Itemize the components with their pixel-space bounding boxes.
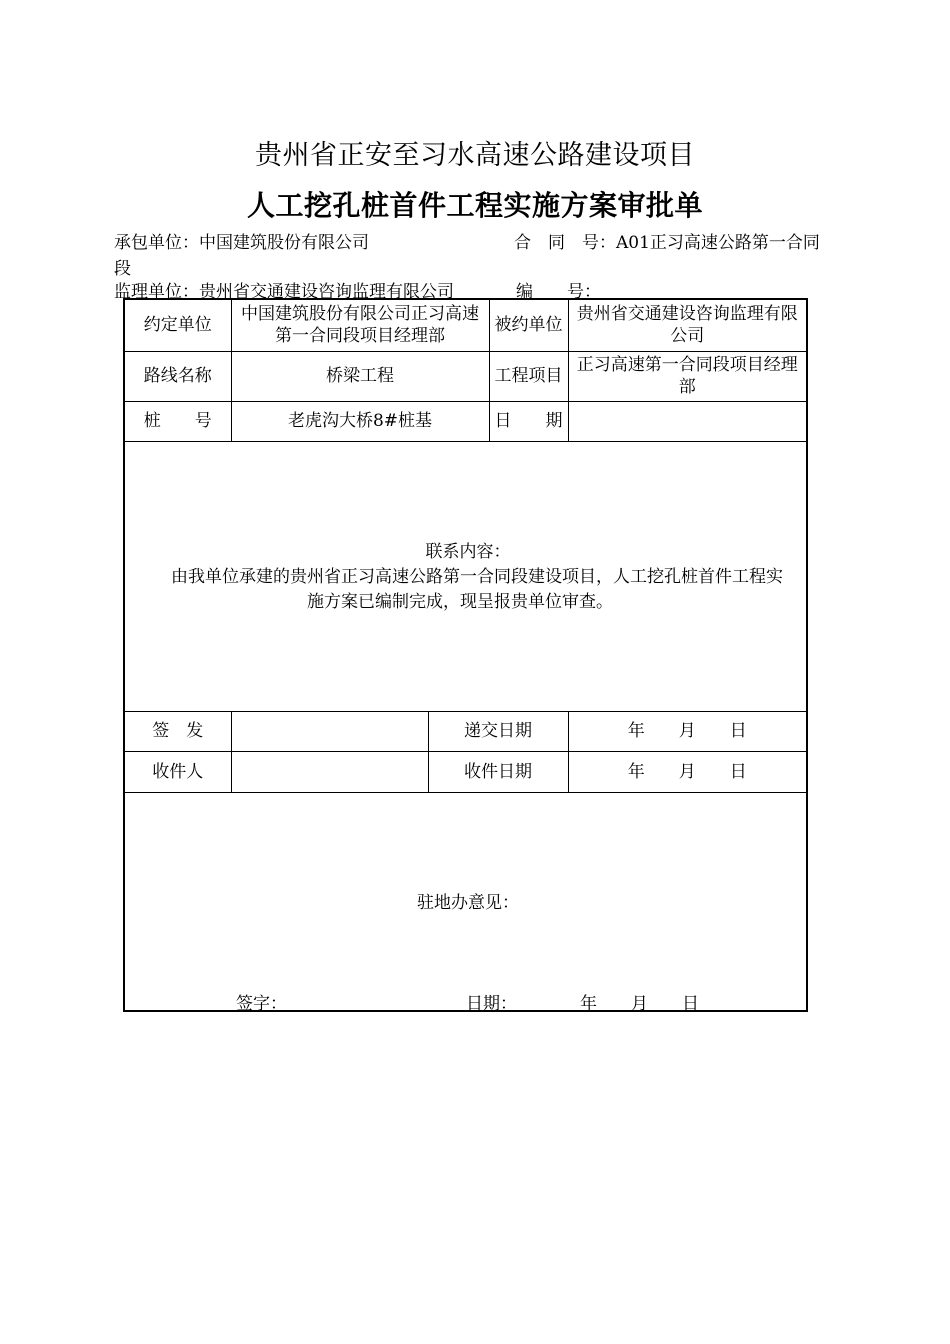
opinion-date-value: 年 月 日 xyxy=(580,994,699,1014)
contractor-value: 中国建筑股份有限公司 xyxy=(199,233,369,253)
opinion-label: 驻地办意见： xyxy=(417,893,519,914)
content-cell xyxy=(124,441,807,711)
value-receiver xyxy=(231,751,428,792)
row-parties xyxy=(124,299,807,351)
contract-no-line xyxy=(514,228,820,253)
label-date: 日 期 xyxy=(489,401,568,441)
label-route-name: 路线名称 xyxy=(124,351,231,401)
supervisor-value: 贵州省交通建设咨询监理有限公司 xyxy=(199,282,454,302)
value-route-name: 桥梁工程 xyxy=(231,351,489,401)
value-pile-no: 老虎沟大桥8#桩基 xyxy=(231,401,489,441)
contractor-line xyxy=(114,228,369,253)
value-issue xyxy=(231,711,428,751)
contract-no-value: A01正习高速公路第一合同 xyxy=(616,233,820,253)
row-content xyxy=(124,441,807,711)
value-receive-date: 年 月 日 xyxy=(568,751,807,792)
opinion-cell xyxy=(124,792,807,1011)
row-route xyxy=(124,351,807,401)
label-contracted-unit: 被约单位 xyxy=(489,299,568,351)
value-agreed-unit: 中国建筑股份有限公司正习高速第一合同段项目经理部 xyxy=(231,299,489,351)
value-project-item: 正习高速第一合同段项目经理部 xyxy=(568,351,807,401)
contractor-label: 承包单位： xyxy=(114,233,199,253)
row-opinion xyxy=(124,792,807,1011)
value-contracted-unit: 贵州省交通建设咨询监理有限公司 xyxy=(568,299,807,351)
opinion-date-label: 日期： xyxy=(466,994,517,1014)
project-title: 贵州省正安至习水高速公路建设项目 xyxy=(255,140,695,171)
contract-no-label: 合 同 号： xyxy=(514,233,616,253)
label-project-item: 工程项目 xyxy=(489,351,568,401)
label-submit-date: 递交日期 xyxy=(428,711,568,751)
label-receiver: 收件人 xyxy=(124,751,231,792)
label-issue: 签 发 xyxy=(124,711,231,751)
row-issue xyxy=(124,711,807,751)
opinion-sign-label: 签字： xyxy=(236,994,287,1014)
content-label: 联系内容： xyxy=(425,542,511,562)
form-title: 人工挖孔桩首件工程实施方案审批单 xyxy=(246,189,703,222)
content-text: 由我单位承建的贵州省正习高速公路第一合同段建设项目，人工挖孔桩首件工程实施方案已编制完成，现呈报贵单位审查。 xyxy=(171,567,783,612)
row-receiver xyxy=(124,751,807,792)
approval-form-table xyxy=(123,298,808,1012)
row-pile xyxy=(124,401,807,441)
label-agreed-unit: 约定单位 xyxy=(124,299,231,351)
serial-label: 编 号： xyxy=(516,282,601,302)
label-pile-no: 桩 号 xyxy=(124,401,231,441)
label-receive-date: 收件日期 xyxy=(428,751,568,792)
value-date xyxy=(568,401,807,441)
contract-no-wrap: 段 xyxy=(114,259,131,279)
value-submit-date: 年 月 日 xyxy=(568,711,807,751)
supervisor-label: 监理单位： xyxy=(114,282,199,302)
